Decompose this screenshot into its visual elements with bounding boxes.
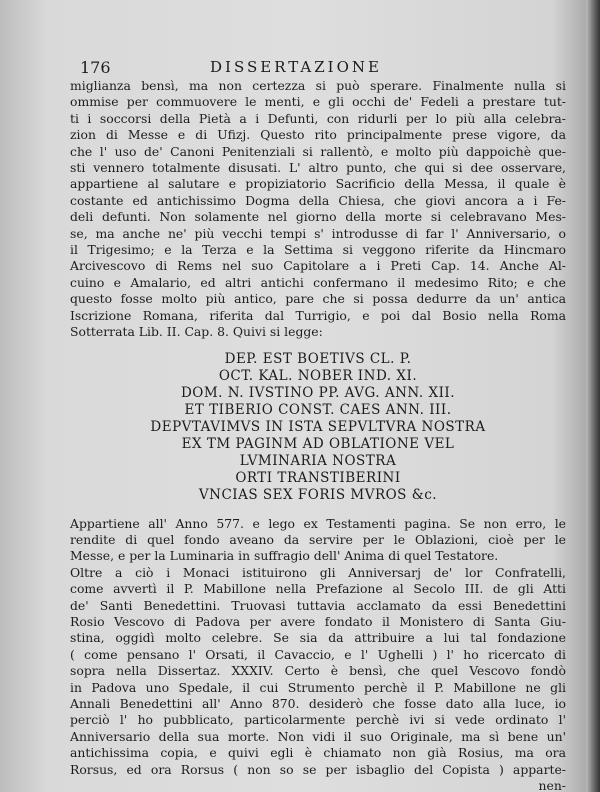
inscription-line: VNCIAS SEX FORIS MVROS &c. xyxy=(198,486,438,503)
text-line: deli defunti. Non solamente nel giorno della morte si celebravano Mes- xyxy=(70,209,566,225)
inscription-line: DEP. EST BOETIVS CL. P. xyxy=(224,350,412,367)
text-line: appartiene al salutare e propiziatorio Sacrificio della Messa, il quale è xyxy=(70,176,566,192)
text-line: ti i soccorsi della Pietà a i Defunti, con ridurli per lo più alla celebra- xyxy=(70,110,566,126)
text-line: questo fosse molto più antico, pare che si possa dedurre da un' antica xyxy=(70,291,566,307)
inscription-line: EX TM PAGINM AD OBLATIONE VEL xyxy=(181,435,455,452)
body-text xyxy=(70,78,566,792)
text-line: Annali Benedettini all' Anno 870. desiderò che fosse dato alla luce, io xyxy=(70,695,566,711)
text-line: antichissima copia, e quivi egli è chiamato non già Rosius, ma ora xyxy=(70,745,566,761)
text-line: Oltre a ciò i Monaci istituirono gli Anniversarj de' lor Confratelli, xyxy=(70,564,566,580)
text-line: perciò l' ho pubblicato, particolarmente perchè ivi si vede ordinato l' xyxy=(70,712,566,728)
text-line: il Trigesimo; e la Terza e la Settima si veggono riferite da Hincmaro xyxy=(70,242,566,258)
text-line: ( come pensano l' Orsati, il Cavaccio, e l' Ughelli ) l' ho ricercato di xyxy=(70,646,566,662)
catchword: nen- xyxy=(538,778,566,792)
text-line: Appartiene all' Anno 577. e lego ex Testamenti pagina. Se non erro, le xyxy=(70,515,566,531)
text-line: ommise per commuovere le menti, e gli occhi de' Fedeli a prestare tut- xyxy=(70,94,566,110)
text-line: Rorsus, ed ora Rorsus ( non so se per isbaglio del Copista ) apparte- xyxy=(70,761,566,777)
page-number: 176 xyxy=(80,58,111,77)
text-line: Iscrizione Romana, riferita dal Turrigio, e poi dal Bosio nella Roma xyxy=(70,307,566,323)
paragraph-1 xyxy=(70,78,566,341)
inscription-line: ET TIBERIO CONST. CAES ANN. III. xyxy=(184,401,452,418)
text-line: come avvertì il P. Mabillone nella Prefazione al Secolo III. de gli Atti xyxy=(70,581,566,597)
text-line: Arcivescovo di Rems nel suo Capitolare a i Preti Cap. 14. Anche Al- xyxy=(70,258,566,274)
text-line: Messe, e per la Luminaria in suffragio dell' Anima di quel Testatore. xyxy=(70,548,499,564)
text-line: se, ma anche ne' più vecchi tempi s' introdusse di far l' Anniversario, o xyxy=(70,225,566,241)
text-line: sti vennero totalmente disusati. L' altro punto, che qui si dee osservare, xyxy=(70,160,566,176)
inscription-line: LVMINARIA NOSTRA xyxy=(239,452,397,469)
text-line: miglianza bensì, ma non certezza si può sperare. Finalmente nulla si xyxy=(70,78,566,93)
catchword-row xyxy=(70,778,566,792)
page-edge xyxy=(586,0,600,792)
text-line: de' Santi Benedettini. Truovasi tuttavia acclamato da essi Benedettini xyxy=(70,597,566,613)
text-line: in Padova uno Spedale, il cui Strumento perchè il P. Mabillone ne gli xyxy=(70,679,566,695)
paragraph-3 xyxy=(70,565,566,778)
running-title: DISSERTAZIONE xyxy=(210,58,382,76)
page-header xyxy=(70,58,566,78)
inscription-line: DEPVTAVIMVS IN ISTA SEPVLTVRA NOSTRA xyxy=(150,418,486,435)
text-line: che l' uso de' Canoni Penitenziali si rallentò, e molto più dappoichè que- xyxy=(70,143,566,159)
inscription-line: DOM. N. IVSTINO PP. AVG. ANN. XII. xyxy=(180,384,456,401)
text-line: Rosio Vescovo di Padova per avere fondato il Monistero di Santa Giu- xyxy=(70,613,566,629)
book-page xyxy=(70,58,566,792)
text-line: stina, oggidì molto celebre. Se sia da attribuire a lui tal fondazione xyxy=(70,630,566,646)
paragraph-2 xyxy=(70,516,566,565)
text-line: sopra nella Dissertaz. XXXIV. Certo è bensì, che quel Vescovo fondò xyxy=(70,663,566,679)
text-line: cuino e Amalario, ed altri antichi confermano il medesimo Rito; e che xyxy=(70,274,566,290)
roman-inscription xyxy=(70,351,566,504)
text-line: rendite di quel fondo aveano da servire per le Oblazioni, cioè per le xyxy=(70,531,566,547)
inscription-line: OCT. KAL. NOBER IND. XI. xyxy=(218,367,418,384)
inscription-line: ORTI TRANSTIBERINI xyxy=(235,469,401,486)
text-line: costante ed antichissimo Dogma della Chiesa, che giovi ancora a i Fe- xyxy=(70,192,566,208)
text-line: Sotterrata Lib. II. Cap. 8. Quivi si legge: xyxy=(70,324,323,340)
text-line: zion di Messe e di Ufizj. Questo rito principalmente prese vigore, da xyxy=(70,127,566,143)
text-line: Anniversario della sua morte. Non vidi il suo Originale, ma sì bene un' xyxy=(70,728,566,744)
